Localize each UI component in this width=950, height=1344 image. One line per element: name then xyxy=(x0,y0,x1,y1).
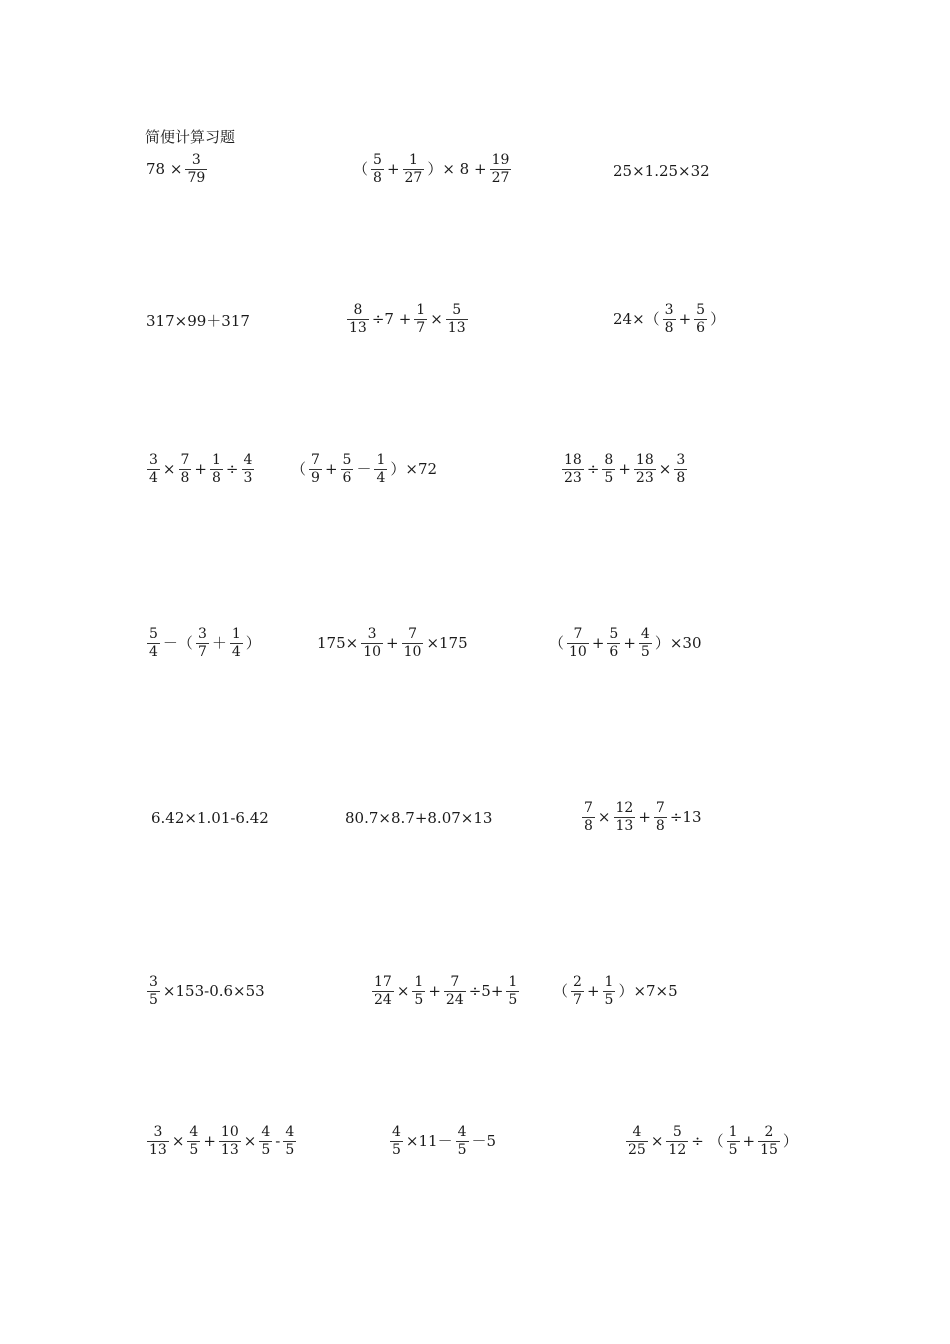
fraction-numerator: 4 xyxy=(457,1124,467,1140)
fraction xyxy=(147,626,160,661)
problem-13 xyxy=(150,811,270,826)
expression-text: －5 xyxy=(471,1132,497,1150)
fraction-denominator: 4 xyxy=(376,470,386,486)
fraction-numerator: 4 xyxy=(243,452,253,468)
fraction-denominator: 8 xyxy=(655,818,665,834)
fraction-numerator: 18 xyxy=(564,452,582,468)
fraction-numerator: 3 xyxy=(367,626,377,642)
expression-text: － xyxy=(356,460,372,478)
fraction xyxy=(187,1124,200,1159)
expression-text: + xyxy=(324,460,338,478)
fraction xyxy=(674,452,687,487)
expression-text: + xyxy=(618,460,631,478)
fraction-numerator: 7 xyxy=(584,800,593,816)
fraction-numerator: 5 xyxy=(149,626,158,642)
fraction-numerator: 1 xyxy=(416,302,426,318)
fraction xyxy=(402,626,424,661)
fraction xyxy=(634,452,656,487)
expression-text: ×175 xyxy=(426,634,468,652)
problem-16 xyxy=(145,974,266,1009)
fraction-denominator: 12 xyxy=(668,1142,687,1158)
problem-10 xyxy=(145,626,262,661)
fraction-denominator: 8 xyxy=(584,818,593,834)
expression-text: × xyxy=(396,982,410,1000)
expression-text: （ xyxy=(353,160,369,178)
expression-text: 24×（ xyxy=(613,310,660,328)
fraction-denominator: 5 xyxy=(149,992,158,1008)
fraction-denominator: 7 xyxy=(197,644,207,660)
fraction-numerator: 12 xyxy=(615,800,634,816)
fraction-numerator: 3 xyxy=(676,452,686,468)
fraction-denominator: 10 xyxy=(569,644,587,660)
fraction xyxy=(196,626,209,661)
fraction xyxy=(727,1124,740,1159)
problem-19 xyxy=(145,1124,298,1159)
fraction-denominator: 3 xyxy=(243,470,253,486)
fraction-denominator: 79 xyxy=(187,170,206,186)
problem-5 xyxy=(345,302,470,337)
expression-text: 78 × xyxy=(146,160,183,178)
fraction-denominator: 9 xyxy=(311,470,320,486)
fraction-denominator: 6 xyxy=(696,320,706,336)
fraction-denominator: 5 xyxy=(508,992,518,1008)
fraction xyxy=(694,302,707,337)
fraction-numerator: 1 xyxy=(728,1124,738,1140)
problem-12 xyxy=(548,626,703,661)
expression-text: 317×99＋317 xyxy=(146,312,250,330)
expression-text: - xyxy=(275,1132,281,1150)
expression-text: × xyxy=(430,310,443,328)
fraction-numerator: 1 xyxy=(414,974,424,990)
fraction-numerator: 1 xyxy=(231,626,241,642)
expression-text: （ xyxy=(549,634,565,652)
fraction-numerator: 10 xyxy=(220,1124,239,1140)
fraction-numerator: 4 xyxy=(285,1124,295,1140)
fraction-numerator: 3 xyxy=(197,626,207,642)
expression-text: ÷5+ xyxy=(468,982,504,1000)
fraction xyxy=(361,626,383,661)
fraction xyxy=(603,974,616,1009)
expression-text: + xyxy=(678,310,692,328)
problem-4 xyxy=(145,314,251,329)
expression-text: × xyxy=(171,1132,185,1150)
fraction xyxy=(403,152,425,187)
fraction-numerator: 5 xyxy=(452,302,462,318)
fraction xyxy=(374,452,387,487)
fraction-numerator: 2 xyxy=(764,1124,774,1140)
fraction-numerator: 3 xyxy=(664,302,674,318)
expression-text: ）×30 xyxy=(654,634,702,652)
expression-text: + xyxy=(742,1132,756,1150)
fraction xyxy=(371,152,384,187)
problem-6 xyxy=(612,302,726,337)
fraction xyxy=(614,800,636,835)
fraction-numerator: 5 xyxy=(609,626,619,642)
expression-text: + xyxy=(203,1132,216,1150)
fraction-numerator: 3 xyxy=(191,152,201,168)
fraction xyxy=(210,452,223,487)
fraction xyxy=(283,1124,296,1159)
expression-text: 25×1.25×32 xyxy=(613,162,710,180)
fraction xyxy=(259,1124,272,1159)
fraction-denominator: 4 xyxy=(231,644,241,660)
expression-text: + xyxy=(386,634,399,652)
fraction xyxy=(582,800,595,835)
fraction xyxy=(639,626,652,661)
fraction-denominator: 27 xyxy=(491,170,510,186)
fraction-denominator: 4 xyxy=(149,644,158,660)
fraction xyxy=(506,974,519,1009)
fraction-numerator: 5 xyxy=(342,452,352,468)
fraction xyxy=(654,800,667,835)
fraction xyxy=(147,452,160,487)
fraction-denominator: 15 xyxy=(760,1142,778,1158)
expression-text: ×153-0.6×53 xyxy=(162,982,265,1000)
expression-text: × xyxy=(650,1132,664,1150)
fraction-denominator: 7 xyxy=(573,992,582,1008)
expression-text: ÷13 xyxy=(669,808,702,826)
fraction-denominator: 5 xyxy=(261,1142,271,1158)
fraction-denominator: 10 xyxy=(363,644,382,660)
fraction-numerator: 8 xyxy=(353,302,363,318)
problem-7 xyxy=(145,452,256,487)
expression-text: + xyxy=(428,982,441,1000)
fraction xyxy=(758,1124,780,1159)
fraction-numerator: 5 xyxy=(696,302,706,318)
fraction-denominator: 5 xyxy=(392,1142,401,1158)
fraction-numerator: 17 xyxy=(374,974,392,990)
fraction-numerator: 4 xyxy=(189,1124,199,1140)
fraction-numerator: 1 xyxy=(604,974,614,990)
fraction-numerator: 7 xyxy=(450,974,460,990)
fraction xyxy=(412,974,425,1009)
fraction-numerator: 19 xyxy=(491,152,510,168)
problem-11 xyxy=(316,626,469,661)
expression-text: + xyxy=(386,160,400,178)
fraction-denominator: 5 xyxy=(414,992,424,1008)
fraction-denominator: 7 xyxy=(416,320,426,336)
problem-15 xyxy=(580,800,702,835)
fraction-numerator: 1 xyxy=(408,152,418,168)
fraction-numerator: 1 xyxy=(376,452,386,468)
fraction-denominator: 5 xyxy=(604,992,614,1008)
fraction-denominator: 25 xyxy=(628,1142,646,1158)
fraction-denominator: 5 xyxy=(189,1142,199,1158)
fraction xyxy=(607,626,620,661)
fraction xyxy=(309,452,322,487)
problem-17 xyxy=(370,974,521,1009)
expression-text: × xyxy=(658,460,672,478)
fraction xyxy=(571,974,584,1009)
fraction-numerator: 7 xyxy=(311,452,320,468)
fraction-numerator: 4 xyxy=(632,1124,642,1140)
fraction-denominator: 23 xyxy=(564,470,582,486)
expression-text: ÷7 + xyxy=(371,310,412,328)
fraction-denominator: 10 xyxy=(403,644,422,660)
problem-3 xyxy=(612,164,711,179)
fraction xyxy=(341,452,354,487)
problem-2 xyxy=(352,152,513,187)
fraction xyxy=(456,1124,469,1159)
fraction xyxy=(372,974,394,1009)
fraction-denominator: 5 xyxy=(728,1142,738,1158)
fraction-numerator: 3 xyxy=(149,974,158,990)
problem-18 xyxy=(552,974,679,1009)
problem-1 xyxy=(145,152,209,187)
expression-text: ） xyxy=(710,310,726,328)
fraction-denominator: 5 xyxy=(604,470,614,486)
fraction xyxy=(414,302,427,337)
fraction-numerator: 5 xyxy=(672,1124,682,1140)
fraction-denominator: 8 xyxy=(212,470,221,486)
fraction-numerator: 8 xyxy=(604,452,614,468)
fraction-denominator: 5 xyxy=(457,1142,467,1158)
expression-text: × xyxy=(597,808,611,826)
page-title: 简便计算习题 xyxy=(145,128,236,146)
fraction-denominator: 8 xyxy=(664,320,674,336)
fraction-numerator: 3 xyxy=(153,1124,163,1140)
expression-text: 6.42×1.01-6.42 xyxy=(151,809,269,827)
fraction xyxy=(347,302,369,337)
fraction-numerator: 2 xyxy=(573,974,582,990)
expression-text: + xyxy=(623,634,636,652)
fraction xyxy=(444,974,466,1009)
fraction-denominator: 13 xyxy=(349,320,367,336)
expression-text: 80.7×8.7+8.07×13 xyxy=(345,809,493,827)
fraction xyxy=(147,1124,169,1159)
fraction xyxy=(666,1124,688,1159)
fraction-numerator: 7 xyxy=(408,626,417,642)
fraction-denominator: 8 xyxy=(676,470,686,486)
expression-text: ÷ xyxy=(586,460,600,478)
fraction xyxy=(185,152,207,187)
fraction-numerator: 7 xyxy=(655,800,665,816)
fraction-numerator: 4 xyxy=(261,1124,271,1140)
fraction-denominator: 13 xyxy=(447,320,466,336)
expression-text: 175× xyxy=(317,634,359,652)
fraction-numerator: 3 xyxy=(149,452,158,468)
fraction xyxy=(147,974,160,1009)
fraction-denominator: 23 xyxy=(635,470,654,486)
fraction xyxy=(567,626,589,661)
problem-8 xyxy=(290,452,438,487)
problem-20 xyxy=(388,1124,497,1159)
expression-text: ÷ xyxy=(225,460,239,478)
fraction xyxy=(490,152,512,187)
expression-text: （ xyxy=(553,982,569,1000)
fraction xyxy=(602,452,615,487)
fraction-numerator: 7 xyxy=(573,626,583,642)
fraction xyxy=(663,302,676,337)
expression-text: ×11－ xyxy=(405,1132,453,1150)
expression-text: ）× 8 + xyxy=(427,160,487,178)
fraction xyxy=(562,452,584,487)
fraction xyxy=(179,452,192,487)
fraction-denominator: 24 xyxy=(374,992,392,1008)
fraction-denominator: 6 xyxy=(609,644,619,660)
expression-text: × xyxy=(162,460,176,478)
fraction-denominator: 5 xyxy=(640,644,650,660)
fraction-numerator: 4 xyxy=(392,1124,401,1140)
fraction-denominator: 4 xyxy=(149,470,158,486)
problem-21 xyxy=(624,1124,799,1159)
expression-text: ）×7×5 xyxy=(618,982,678,1000)
fraction-denominator: 13 xyxy=(615,818,634,834)
fraction-numerator: 1 xyxy=(212,452,221,468)
fraction-denominator: 8 xyxy=(373,170,382,186)
fraction xyxy=(626,1124,648,1159)
expression-text: ÷ （ xyxy=(691,1132,724,1150)
expression-text: ） xyxy=(245,634,261,652)
fraction xyxy=(242,452,255,487)
fraction-numerator: 1 xyxy=(508,974,518,990)
fraction-denominator: 27 xyxy=(404,170,423,186)
fraction-denominator: 13 xyxy=(149,1142,167,1158)
fraction-denominator: 13 xyxy=(220,1142,239,1158)
expression-text: + xyxy=(638,808,651,826)
expression-text: －（ xyxy=(162,634,193,652)
expression-text: + xyxy=(586,982,600,1000)
expression-text: + xyxy=(591,634,605,652)
fraction xyxy=(230,626,243,661)
expression-text: （ xyxy=(291,460,307,478)
expression-text: + xyxy=(194,460,207,478)
expression-text: × xyxy=(243,1132,257,1150)
fraction-denominator: 8 xyxy=(180,470,190,486)
fraction xyxy=(219,1124,241,1159)
expression-text: ）×72 xyxy=(390,460,438,478)
problem-9 xyxy=(560,452,689,487)
fraction xyxy=(446,302,468,337)
fraction-denominator: 5 xyxy=(285,1142,295,1158)
problem-14 xyxy=(344,811,493,826)
fraction-numerator: 5 xyxy=(373,152,382,168)
expression-text: ＋ xyxy=(211,634,227,652)
fraction xyxy=(390,1124,403,1159)
fraction-denominator: 24 xyxy=(445,992,464,1008)
expression-text: ） xyxy=(782,1132,798,1150)
fraction-numerator: 7 xyxy=(180,452,190,468)
fraction-numerator: 4 xyxy=(640,626,650,642)
fraction-numerator: 18 xyxy=(635,452,654,468)
fraction-denominator: 6 xyxy=(342,470,352,486)
